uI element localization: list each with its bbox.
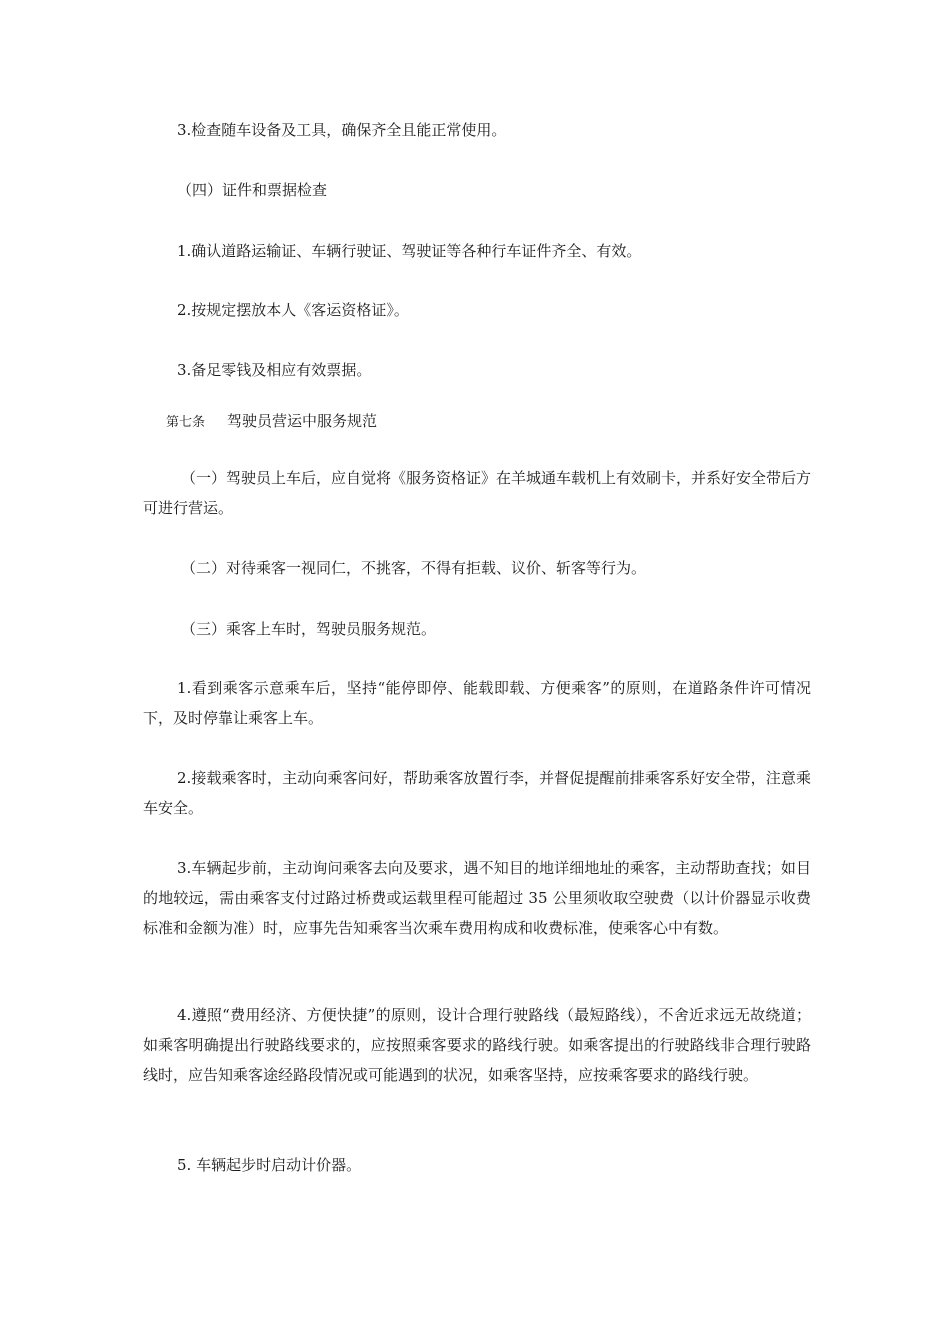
paragraph-stop-for-passenger: 1.看到乘客示意乘车后，坚持“能停即停、能载即载、方便乘客”的原则，在道路条件许可情况下，及时停靠让乘客上车。 [143,679,811,727]
paragraph-equal-treatment: （二）对待乘客一视同仁，不挑客，不得有拒载、议价、斩客等行为。 [181,559,647,577]
paragraph-change-tickets: 3.备足零钱及相应有效票据。 [177,361,372,379]
section-heading-documents: （四）证件和票据检查 [177,181,328,199]
paragraph-swipe-card: （一）驾驶员上车后，应自觉将《服务资格证》在羊城通车载机上有效刷卡，并系好安全带后方可进行营运。 [143,469,812,517]
paragraph-ask-destination: 3.车辆起步前，主动询问乘客去向及要求，遇不知目的地详细地址的乘客，主动帮助查找；如目的地较远，需由乘客支付过路过桥费或运载里程可能超过 35 公里须收取空驶费（以计价器显示收费标准和金额为准）时，应事先告知乘客当次乘车费用构成和收费标准，使乘客心中有数。 [143,859,811,937]
article-title: 驾驶员营运中服务规范 [227,412,378,430]
paragraph-greet-passenger: 2.接载乘客时，主动向乘客问好，帮助乘客放置行李，并督促提醒前排乘客系好安全带，注意乘车安全。 [143,769,811,817]
paragraph-start-meter: 5. 车辆起步时启动计价器。 [177,1156,362,1174]
paragraph-qualification-display: 2.按规定摆放本人《客运资格证》。 [177,301,409,319]
paragraph-route-choice: 4.遵照“费用经济、方便快捷”的原则，设计合理行驶路线（最短路线），不舍近求远无故绕道；如乘客明确提出行驶路线要求的，应按照乘客要求的路线行驶。如乘客提出的行驶路线非合理行驶路线时，应告知乘客途经路段情况或可能遇到的状况，如乘客坚持，应按乘客要求的路线行驶。 [143,1006,811,1084]
article-heading [166,406,377,438]
paragraph-documents-valid: 1.确认道路运输证、车辆行驶证、驾驶证等各种行车证件齐全、有效。 [177,242,642,260]
paragraph-boarding-norms: （三）乘客上车时，驾驶员服务规范。 [181,620,437,638]
article-number: 第七条 [166,415,206,430]
paragraph-equipment-check: 3.检查随车设备及工具，确保齐全且能正常使用。 [177,121,507,139]
